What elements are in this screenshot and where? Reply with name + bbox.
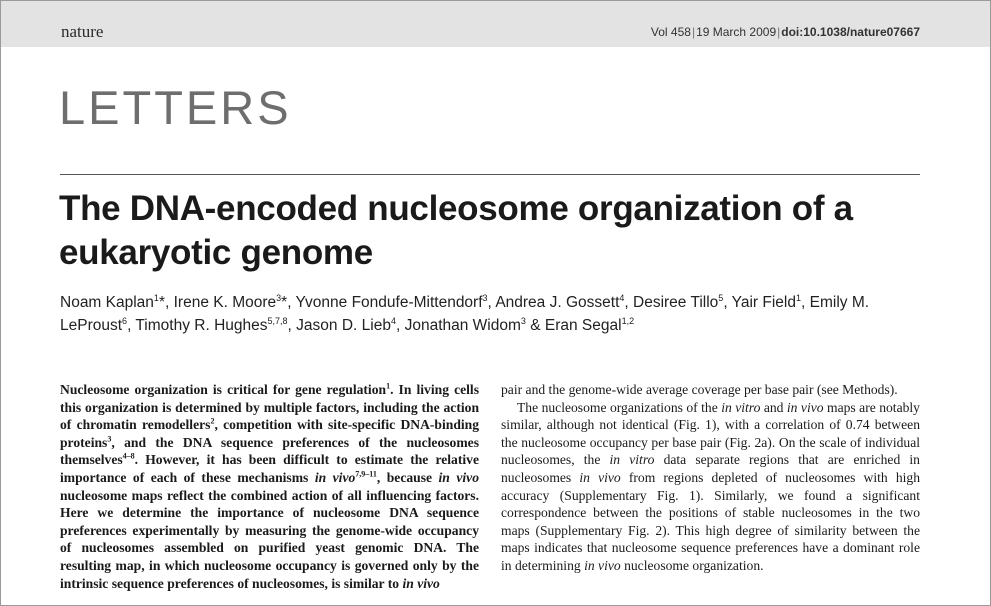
author-name: Jason D. Lieb	[296, 317, 391, 334]
author-name: Noam Kaplan	[60, 294, 154, 311]
ref-superscript[interactable]: 3	[107, 434, 112, 444]
body-column	[501, 381, 920, 575]
affiliation-superscript: 3	[276, 292, 282, 303]
body-paragraph: pair and the genome-wide average coverage per base pair (see Methods).	[501, 382, 898, 397]
doi-link[interactable]: doi:10.1038/nature07667	[781, 25, 920, 39]
author[interactable]	[495, 294, 624, 311]
affiliation-superscript: 3	[482, 292, 488, 303]
journal-name: nature	[61, 22, 104, 41]
equal-contribution-mark: *	[281, 294, 288, 311]
author-name: Jonathan Widom	[404, 317, 521, 334]
author-name: Yvonne Fondufe-Mittendorf	[295, 294, 483, 311]
ref-superscript[interactable]: 2	[210, 416, 215, 426]
citation-line	[651, 25, 920, 39]
ref-superscript[interactable]: 1	[386, 381, 391, 391]
issue-date: 19 March 2009	[696, 25, 777, 39]
affiliation-superscript: 1	[153, 292, 159, 303]
author-name: Timothy R. Hughes	[135, 317, 268, 334]
author-name: Andrea J. Gossett	[495, 294, 620, 311]
body-paragraph: The nucleosome organizations of the in vitro and in vivo maps are notably similar, although not identical (Fig. 1), with a correlation of 0.74 between the nucleosome occupancy per base pair (Fig. 2a). On the scale of individual nucleosomes, the in vitro data separate regions that are enriched in nucleosomes in vivo from regions depleted of nucleosomes with high accuracy (Supplementary Fig. 1). Similarly, we found a significant correspondence between the positions of stable nucleosomes in the two maps (Supplementary Fig. 2). This high degree of similarity between the maps indicates that nucleosome sequence preferences have a dominant role in determining in vivo nucleosome organization.	[501, 399, 921, 573]
author[interactable]	[732, 294, 801, 311]
author[interactable]	[296, 317, 396, 334]
volume: Vol 458	[650, 25, 691, 39]
affiliation-superscript: 5	[718, 292, 724, 303]
ref-superscript[interactable]: 4–8	[122, 451, 135, 461]
author[interactable]	[60, 294, 165, 311]
author-name: Irene K. Moore	[173, 294, 277, 311]
author[interactable]	[296, 294, 488, 311]
author-name: Yair Field	[731, 294, 796, 311]
affiliation-superscript: 4	[390, 315, 396, 326]
author[interactable]	[633, 294, 723, 311]
title-divider	[60, 174, 920, 175]
author[interactable]	[174, 294, 288, 311]
journal-header-bar	[1, 1, 990, 47]
author[interactable]	[135, 317, 287, 334]
author-name: Emily M. LeProust	[60, 294, 870, 334]
equal-contribution-mark: *	[158, 294, 165, 311]
affiliation-superscript: 4	[619, 292, 625, 303]
abstract-column	[60, 381, 479, 592]
affiliation-superscript: 5,7,8	[267, 315, 288, 326]
affiliation-superscript: 1	[795, 292, 801, 303]
affiliation-superscript: 6	[122, 315, 128, 326]
article-title: The DNA-encoded nucleosome organization of a eukaryotic genome	[59, 189, 853, 272]
affiliation-superscript: 3	[520, 315, 526, 326]
separator: |	[777, 25, 781, 39]
abstract-paragraph: Nucleosome organization is critical for gene regulation$^1$. In living cells this organization is determined by multiple factors, including the action of chromatin remodellers$^2$, competition with site-specific DNA-binding proteins$^3$, and the DNA sequence preferences of the nucleosomes themselves$^{4-8}$. However, it has been difficult to estimate the relative importance of each of these mechanisms in vivo$^{7,9-11}$, because in vivo nucleosome maps reflect the combined action of all influencing factors. Here we determine the importance of nucleosome DNA sequence preferences experimentally by measuring the genome-wide occupancy of nucleosomes assembled on purified yeast genomic DNA. The resulting map, in which nucleosome occupancy is governed only by the intrinsic sequence preferences of nucleosomes, is similar to in vivo	[60, 381, 480, 591]
affiliation-superscript: 1,2	[621, 315, 635, 326]
author-name: Eran Segal	[544, 317, 622, 334]
author-list: Noam Kaplan$^1$*, Irene K. Moore$^3$*, Yvonne Fondufe-Mittendorf$^3$, Andrea J. Gossett$^4$, Desiree Tillo$^5$, Yair Field$^1$, Emily M. LeProust$^6$, Timothy R. Hughes$^{5,7,8}$, Jason D. Lieb$^4$, Jonathan Widom$^3$ & Eran Segal$^{1,2}$	[60, 292, 870, 334]
separator: |	[691, 25, 696, 39]
section-label: LETTERS	[59, 81, 292, 134]
ref-superscript[interactable]: 7,9–11	[355, 469, 377, 479]
author[interactable]	[545, 317, 634, 334]
author[interactable]	[405, 317, 526, 334]
author-name: Desiree Tillo	[633, 294, 719, 311]
